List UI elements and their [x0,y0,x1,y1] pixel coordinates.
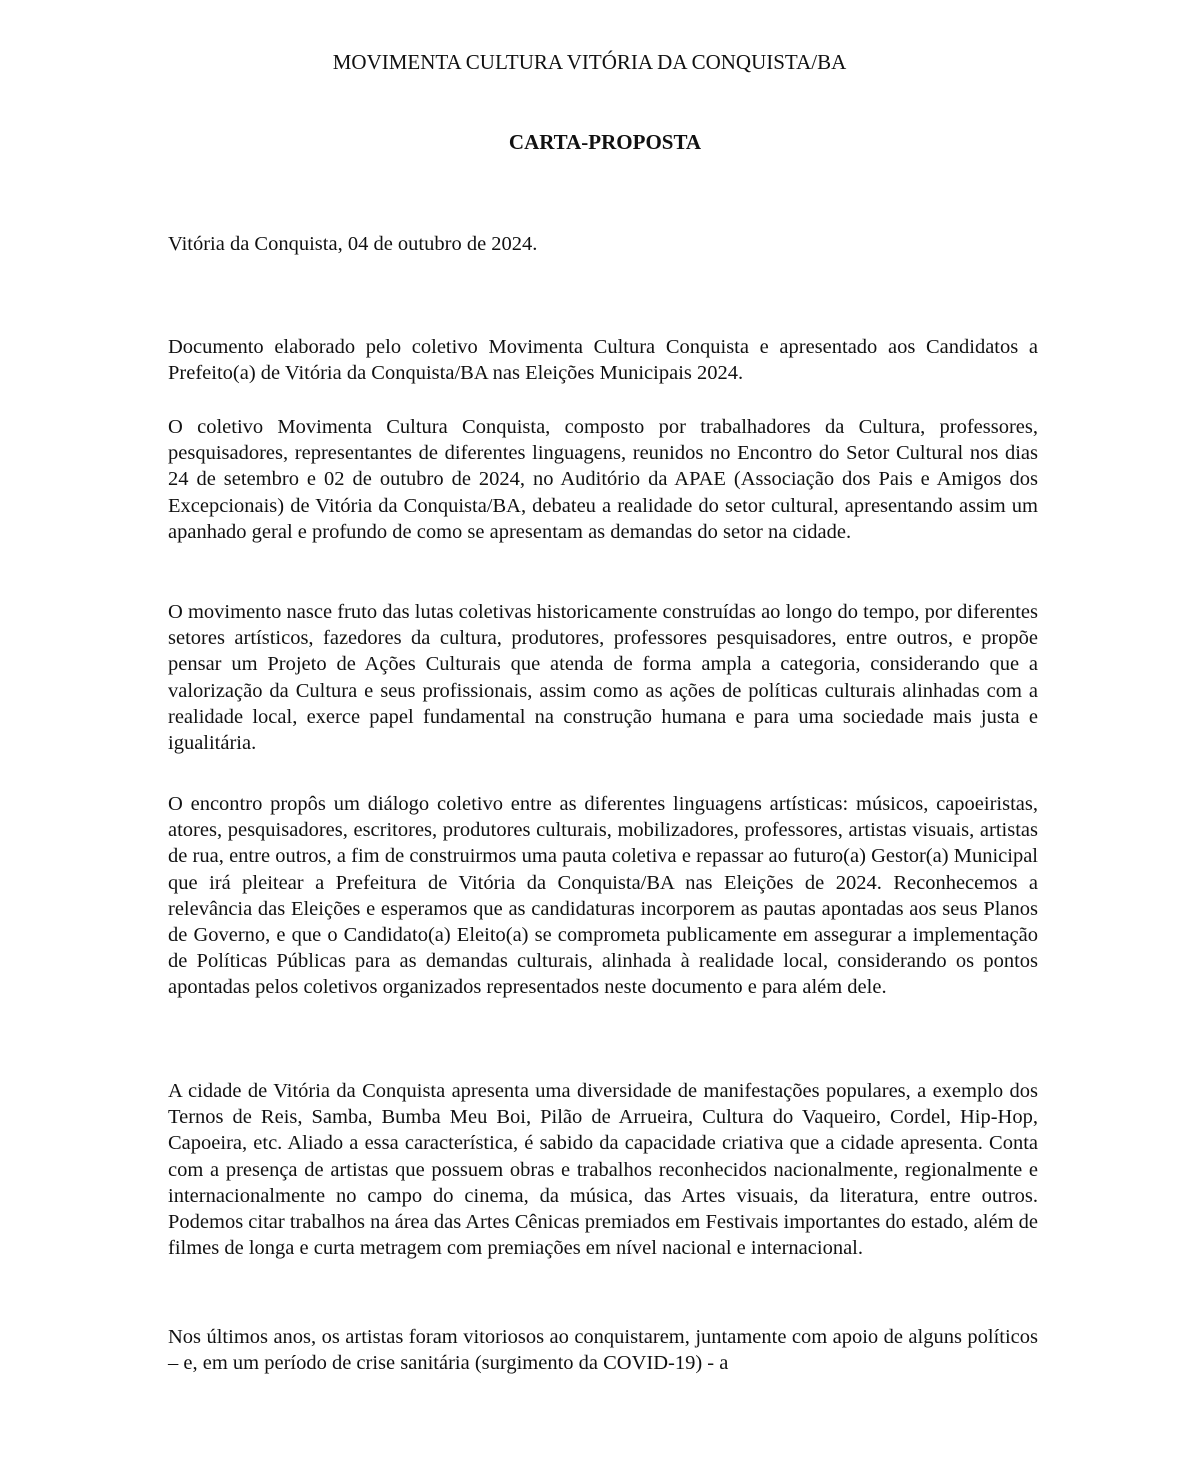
paragraph-city-culture: A cidade de Vitória da Conquista apresenta uma diversidade de manifestações populares, a exemplo dos Ternos de Reis, Samba, Bumba Meu Boi, Pilão de Arrueira, Cultura do Vaqueiro, Cordel, Hip-Hop, Capoeira, etc. Aliado a essa característica, é sabido da capacidade criativa que a cidade apresenta. Conta com a presença de artistas que possuem obras e trabalhos reconhecidos nacionalmente, regionalmente e internacionalmente no campo do cinema, da música, das Artes visuais, da literatura, entre outros. Podemos citar trabalhos na área das Artes Cênicas premiados em Festivais importantes do estado, além de filmes de longa e curta metragem com premiações em nível nacional e internacional. [168,1080,1038,1260]
date-line: Vitória da Conquista, 04 de outubro de 2024. [168,233,538,255]
document-title: CARTA-PROPOSTA [508,130,702,154]
paragraph-meeting: O encontro propôs um diálogo coletivo entre as diferentes linguagens artísticas: músicos, capoeiristas, atores, pesquisadores, escritores, produtores culturais, mobilizadores, professores, artistas visuais, artistas de rua, entre outros, a fim de construirmos uma pauta coletiva e repassar ao futuro(a) Gestor(a) Municipal que irá pleitear a Prefeitura de Vitória da Conquista/BA nas Eleições de 2024. Reconhecemos a relevância das Eleições e esperamos que as candidaturas incorporem as pautas apontadas aos seus Planos de Governo, e que o Candidato(a) Eleito(a) se comprometa publicamente em assegurar a implementação de Políticas Públicas para as demandas culturais, alinhada à realidade local, considerando os pontos apontadas pelos coletivos organizados representados neste documento e para além dele. [168,793,1038,999]
paragraph-recent-years: Nos últimos anos, os artistas foram vitoriosos ao conquistarem, juntamente com apoio de alguns políticos – e, em um período de crise sanitária (surgimento da COVID-19) - a [168,1326,1038,1375]
organization-header: MOVIMENTA CULTURA VITÓRIA DA CONQUISTA/BA [332,50,847,74]
paragraph-movement: O movimento nasce fruto das lutas coletivas historicamente construídas ao longo do tempo, por diferentes setores artísticos, fazedores da cultura, produtores, professores pesquisadores, entre outros, e propõe pensar um Projeto de Ações Culturais que atenda de forma ampla a categoria, considerando que a valorização da Cultura e seus profissionais, assim como as ações de políticas culturais alinhadas com a realidade local, exerce papel fundamental na construção humana e para uma sociedade mais justa e igualitária. [168,601,1038,755]
paragraph-intro: Documento elaborado pelo coletivo Movimenta Cultura Conquista e apresentado aos Candidatos a Prefeito(a) de Vitória da Conquista/BA nas Eleições Municipais 2024. [168,336,1038,385]
paragraph-collective: O coletivo Movimenta Cultura Conquista, composto por trabalhadores da Cultura, professores, pesquisadores, representantes de diferentes linguagens, reunidos no Encontro do Setor Cultural nos dias 24 de setembro e 02 de outubro de 2024, no Auditório da APAE (Associação dos Pais e Amigos dos Excepcionais) de Vitória da Conquista/BA, debateu a realidade do setor cultural, apresentando assim um apanhado geral e profundo de como se apresentam as demandas do setor na cidade. [168,416,1038,543]
